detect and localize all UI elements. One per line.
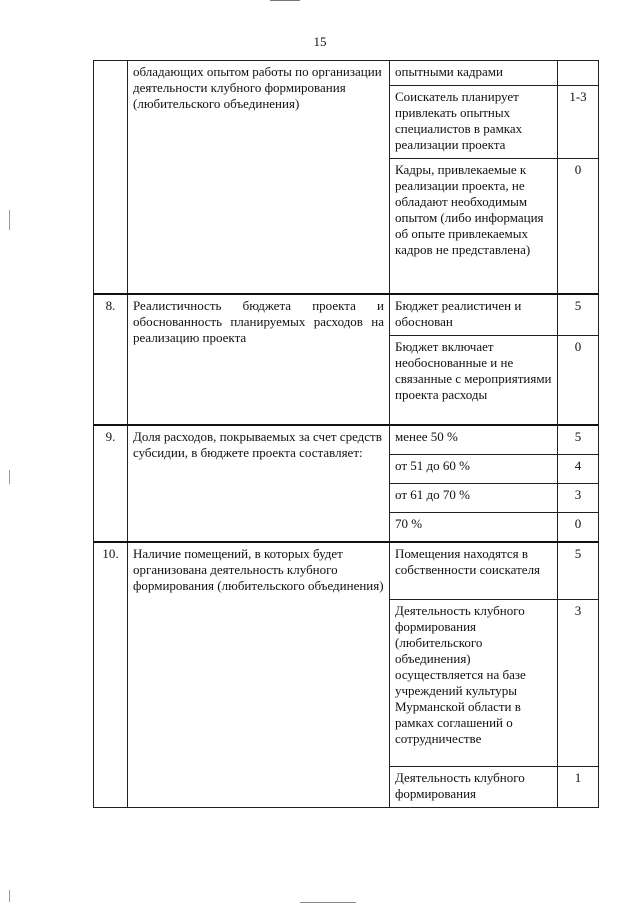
row-number: 9. [94,425,128,542]
option-cell: Помещения находятся в собственности соискателя [390,542,558,600]
score-cell: 5 [558,542,599,600]
margin-mark [9,210,10,230]
top-edge-rule [270,0,300,1]
bottom-edge-rule [300,902,356,903]
option-cell: Деятельность клубного формирования (любительского объединения) осуществляется на базе учреждений культуры Мурманской области в рамках соглашений о сотрудничестве [390,600,558,767]
score-cell [558,61,599,86]
option-cell: Бюджет реалистичен и обоснован [390,294,558,336]
table-row [94,425,599,455]
option-cell: опытными кадрами [390,61,558,86]
criteria-table [93,60,599,808]
row-number [94,61,128,295]
margin-mark [9,470,10,484]
score-cell: 5 [558,425,599,455]
score-cell: 0 [558,513,599,543]
score-cell: 3 [558,600,599,767]
criterion-cell: обладающих опытом работы по организации деятельности клубного формирования (любительского объединения) [128,61,390,295]
option-cell: 70 % [390,513,558,543]
option-cell: от 61 до 70 % [390,484,558,513]
score-cell: 1 [558,767,599,808]
criterion-cell: Наличие помещений, в которых будет организована деятельность клубного формирования (любительского объединения) [128,542,390,808]
option-cell: Соискатель планирует привлекать опытных специалистов в рамках реализации проекта [390,86,558,159]
option-cell: Бюджет включает необоснованные и не связанные с мероприятиями проекта расходы [390,336,558,426]
score-cell: 0 [558,336,599,426]
margin-mark [9,890,10,902]
criterion-cell: Реалистичность бюджета проекта и обоснованность планируемых расходов на реализацию проекта [128,294,390,425]
criterion-cell: Доля расходов, покрываемых за счет средств субсидии, в бюджете проекта составляет: [128,425,390,542]
score-cell: 3 [558,484,599,513]
option-cell: от 51 до 60 % [390,455,558,484]
option-cell: Деятельность клубного формирования [390,767,558,808]
option-cell: менее 50 % [390,425,558,455]
score-cell: 4 [558,455,599,484]
page-number: 15 [313,34,327,49]
table-row [94,61,599,86]
option-cell: Кадры, привлекаемые к реализации проекта, не обладают необходимым опытом (либо информация об опыте привлекаемых кадров не представлена) [390,159,558,295]
score-cell: 1-3 [558,86,599,159]
row-number: 8. [94,294,128,425]
row-number: 10. [94,542,128,808]
table-row [94,294,599,336]
table-row [94,542,599,600]
score-cell: 5 [558,294,599,336]
score-cell: 0 [558,159,599,295]
